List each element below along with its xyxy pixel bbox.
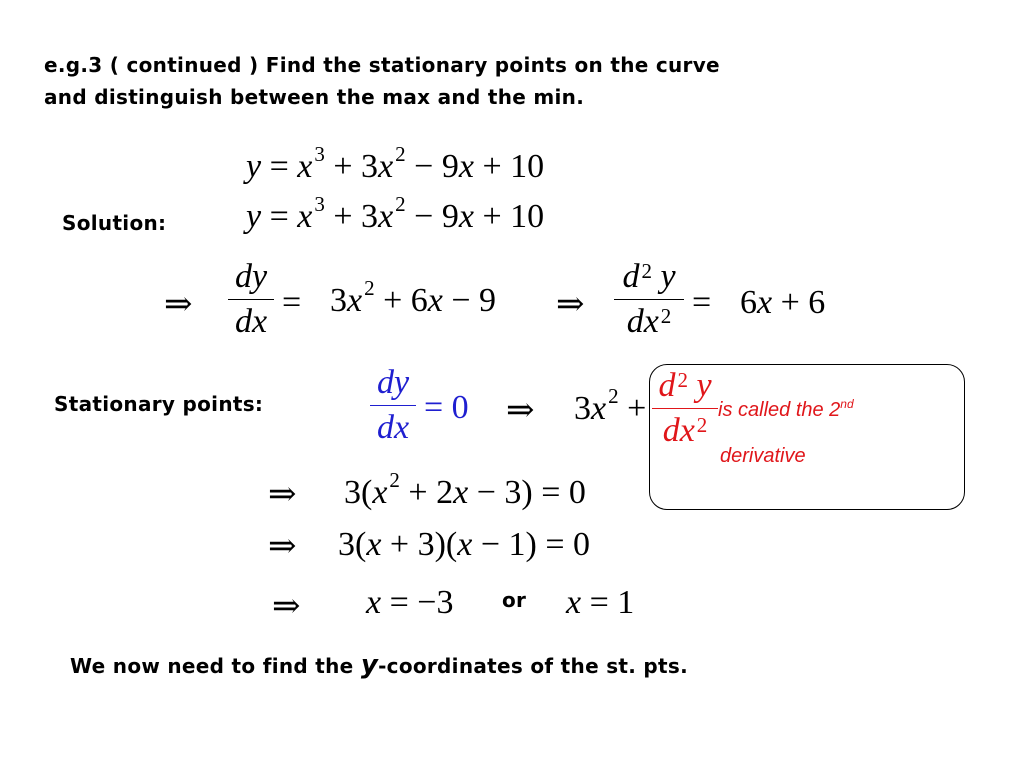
solution-label: Solution: [62,211,167,235]
curve-equation: $y = x^3 + 3x^2 - 9x + 10$ [246,141,545,185]
second-derivative-callout [649,364,965,510]
stationary-equation-start: $3x^2$ + [574,383,647,427]
equals-zero: = 0 [424,389,469,426]
implies-arrow-2: ⇒ [556,284,585,324]
implies-arrow-4: ⇒ [268,474,297,514]
dy-dx-zero-fraction: dy dx [370,364,416,447]
solution-equation: $y = x^3 + 3x^2 - 9x + 10$ [246,191,545,235]
first-derivative-expression: $3x^2 + 6x - 9$ [330,275,497,319]
solution-x-minus-3: x = −3 [366,584,454,621]
implies-arrow-1: ⇒ [164,284,193,324]
equals-sign-2: = [692,284,712,321]
callout-line-1: is called the 2nd [718,397,854,421]
stationary-points-label: Stationary points: [54,392,264,416]
solution-x-1: x = 1 [566,584,635,621]
conclusion-text: We now need to find the y-coordinates of the st. pts. [70,650,688,680]
factor-step-2: 3(x + 3)(x − 1) = 0 [338,526,591,563]
callout-second-derivative-fraction: $d^2$ y $dx^2$ [652,367,718,450]
heading-line-1: e.g.3 ( continued ) Find the stationary points on the curve [44,53,720,77]
factor-step-1: $3(x^2 + 2x - 3) = 0$ [344,467,586,511]
heading-line-2: and distinguish between the max and the min. [44,85,585,109]
implies-arrow-5: ⇒ [268,526,297,566]
equals-sign-1: = [282,284,302,321]
dy-dx-fraction: dy dx [228,258,274,341]
or-label: or [502,588,527,612]
callout-line-2: derivative [720,445,806,467]
second-derivative-expression: 6x + 6 [740,284,826,321]
implies-arrow-6: ⇒ [272,586,301,626]
implies-arrow-3: ⇒ [506,390,535,430]
second-derivative-fraction: $d^2$ y $dx^2$ [614,258,684,341]
